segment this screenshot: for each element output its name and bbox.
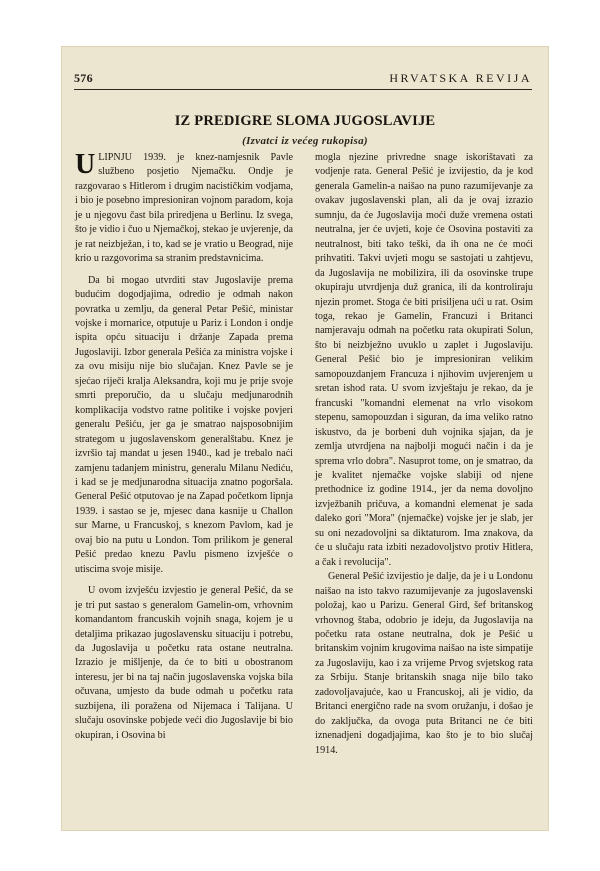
journal-title: HRVATSKA REVIJA	[389, 71, 532, 85]
journal-page	[62, 47, 548, 830]
paragraph-1-text: LIPNJU 1939. je knez-namjesnik Pavle službeno posjetio Njemačku. Ondje je razgovarao s Hitlerom i drugim nacističkim vodjama, i bio je posebno impresioniran vojnom paradom, koja je u njegovu čast bila priredjena u Berlinu. Iz svega, što je vidio i čuo u Njemačkoj, stekao je uvjerenje, da je rat neizbježan, i to, kad se je vratio u Beograd, nije krio u razgovorima sa stranim predstavnicima.	[75, 152, 293, 265]
right-column	[315, 151, 533, 758]
paragraph-4: General Pešić izvijestio je dalje, da je i u Londonu naišao na isto takvo razumijevanje za jugoslavenski položaj, kao u Parizu. General Gird, šef britanskog vrhovnog štaba, odobrio je ideju, da Jugoslavija na početku rata ostane neutralna, dok je Pešić u britanskim vojnim krugovima naišao na iste simpatije za Jugoslaviju, kao i za vrijeme Prvog svjetskog rata za Srbiju. Stanje britanskih snaga nije bilo tako zadovoljavajuće, kao u Francuskoj, ali je vidio, da Britanci energično rade na svom oružanju, i došao je do zaključka, da ovoga puta Britanci ne će biti iznenadjeni dogadjajima, kao što je to bio slučaj 1914.	[315, 571, 533, 756]
page-number: 576	[74, 71, 93, 85]
page-header	[74, 69, 532, 90]
paragraph-3: U ovom izvješću izvjestio je general Pešić, da se je tri put sastao s generalom Gamelin-om, vrhovnim komandantom francuskih vojnih snaga, kojem je u detaljima prikazao jugoslavensku situaciju i potrebu, da Jugoslavija u početku rata ostane neutralna. Izrazio je mišljenje, da će to biti u obostranom interesu, jer bi na taj način jugoslavenska vojska bila očuvana, umjesto da bude odmah u početku rata suzbijena, ili poražena od Nijemaca i Talijana. U slučaju osovinske pobjede veći dio Jugoslavije bi bio okupiran, i Osovina bi	[75, 585, 293, 741]
article-title: IZ PREDIGRE SLOMA JUGOSLAVIJE	[174, 113, 436, 129]
paragraph-3-continued: mogla njezine privredne snage iskorištavati za vodjenje rata. General Pešić je izvijestio, da je kod generala Gamelin-a naišao na puno razumijevanje za ovakav jugoslavenski plan, ali da je ovaj izrazio sumnju, da će Jugoslavija moći duže vremena ostati neutralna, jer će uvjeti, koje će Osovina postaviti za neutralnost, biti tako teški, da ih ona ne će moći prihvatiti. Takvi uvjeti mogu se sastojati u zahtjevu, da Jugoslavija ne mobilizira, ili da osovinske trupe okupiraju utvrdjenja duž granica, ili da kontroliraju njezin promet. Stoga će biti prisiljena ući u rat. Osim toga, rekao je Gamelin, Francuzi i Britanci namjeravaju odmah na početku rata okupirati Solun, što bi neizbježno uvuklo u zaplet i Jugoslaviju. General Pešić bio je impresioniran velikim samopouzdanjem Francuza i njihovim uvjerenjem u sretan ishod rata. U svom izvještaju je rekao, da je francuski "komandni elemenat na vrlo visokom stepenu, samopouzdan i siguran, da ima veliko ratno iskustvo, da je borbeni duh vojnika sjajan, da je zemlja utvrdjena na najbolji mogući način i da je sprema vrlo dobra". Nasuprot tome, on je smatrao, da je kvalitet njemačke vojske slabiji od njene prethodnice iz godine 1914., jer da nema dovoljno izvježbanih pričuva, a komandni elemenat je sada daleko gori "Mora" (njemačke) vojske jer je slab, jer su oni nezadovoljni sa diktaturom. Ima znakova, da će u slučaju rata izbiti nezadovoljstvo protiv Hitlera, a čak i revolucija".	[315, 152, 533, 568]
left-column	[75, 151, 293, 743]
paragraph-1	[75, 151, 293, 267]
paragraph-2: Da bi mogao utvrditi stav Jugoslavije prema budućim dogodjajima, odredio je odmah nakon povratka u zemlju, da general Petar Pešić, ministar vojske i mornarice, otputuje u Pariz i London i ondje ispita opću situaciju i držanje Zapada prema Jugoslaviji. Izbor generala Pešića za ministra vojske i za ovu misiju nije bio slučajan. Knez Pavle se je sjećao riječi kralja Aleksandra, koji mu je prije svoje smrti preporučio, da u slučaju medjunarodnih komplikacija vodstvo ratne politike i vojske povjeri generalu Pešiću, jer ga je smatrao najsposobnijim strategom u jugoslavenskom generalštabu. Knez je izvršio taj mandat u jesen 1940., kad je trebalo naći zamjenu tadanjem ministru, generalu Milanu Nediću, i kad se je medjunarodna situacija znatno pogoršala. General Pešić otputovao je na Zapad početkom lipnja 1939. i sastao se je, mjesec dana kasnije u Challon sur Marne, u Francuskoj, s knezom Pavlom, kad je ovaj bio na putu u London. Tom prilikom je general Pešić predao knezu Pavlu pismeno izvješće o utiscima svoje misije.	[75, 274, 293, 575]
article-subtitle: (Izvatci iz većeg rukopisa)	[242, 135, 368, 147]
drop-cap: U	[75, 149, 96, 180]
